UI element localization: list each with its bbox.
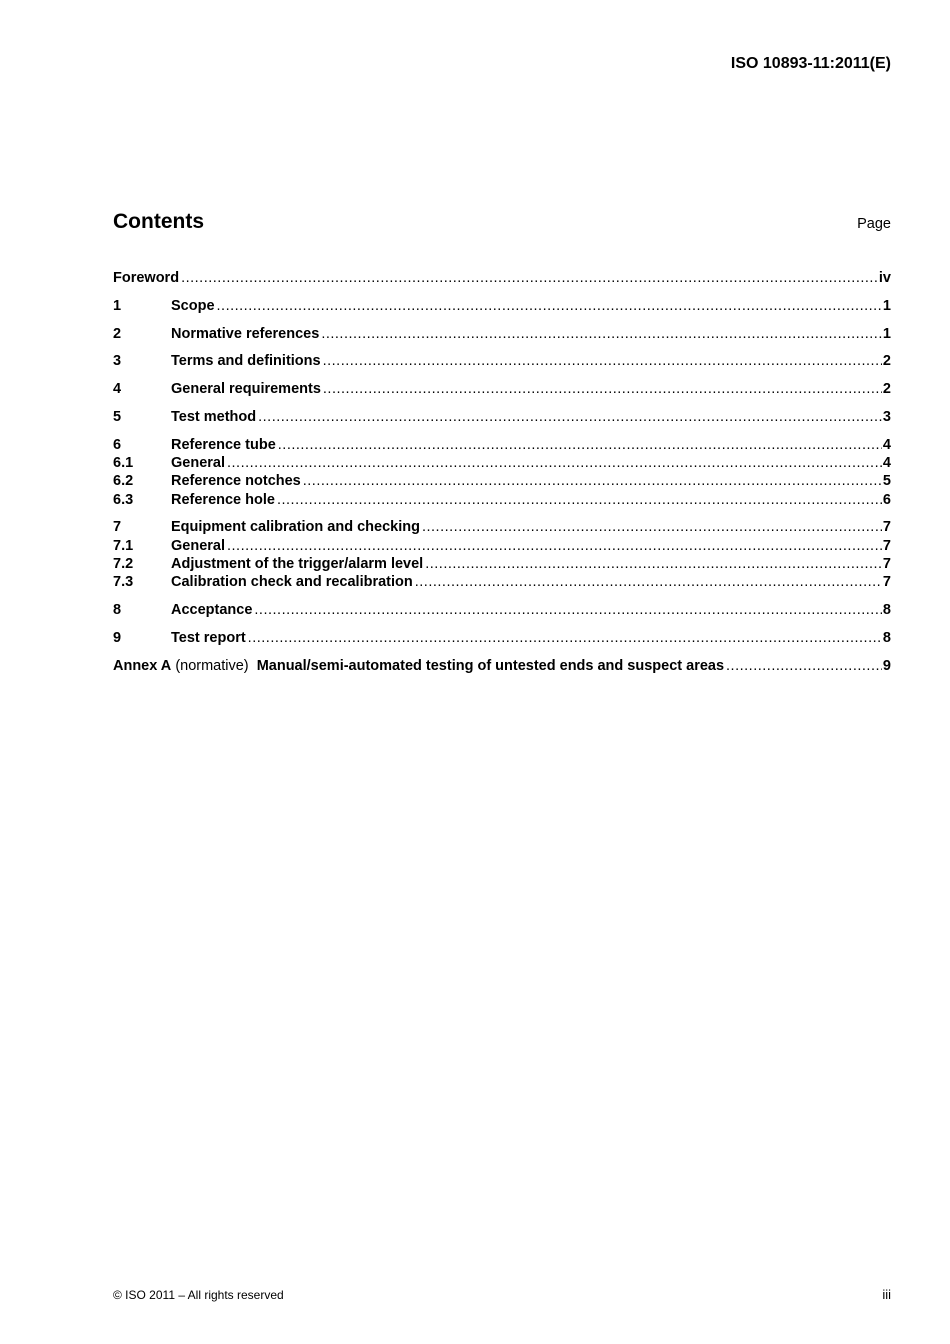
toc-entry-title[interactable]: Test report [171,629,246,646]
toc-entry-number: 7.1 [113,537,134,554]
toc-entry-title[interactable]: Calibration check and recalibration [171,574,413,591]
dot-leader [258,408,882,426]
toc-entry-page[interactable]: 7 [882,519,891,536]
dot-leader [277,491,882,509]
toc-entry-number: 9 [113,629,122,646]
dot-leader [248,629,882,647]
toc-entry-title[interactable]: Foreword [113,270,180,286]
toc-entry-number: 7 [113,519,122,536]
toc-entry-page[interactable]: 7 [882,556,891,573]
toc-entry[interactable] [113,537,891,555]
page-number: iii [882,1287,891,1302]
dot-leader [227,537,882,555]
dot-leader [303,472,882,490]
toc-entry-title[interactable]: Reference hole [171,491,275,508]
toc-entry[interactable] [113,436,891,454]
toc-entry-page[interactable]: iv [878,270,891,286]
toc-entry-number: 4 [113,381,122,398]
toc-entry[interactable] [113,491,891,509]
toc-entry-page[interactable]: 2 [882,381,891,398]
annex-type: (normative) [175,657,249,674]
toc-entry-number: 6.1 [113,455,134,472]
toc-entry-title[interactable]: Terms and definitions [171,353,321,370]
toc-entry-page[interactable]: 5 [882,473,891,490]
dot-leader [217,297,882,315]
annex-label[interactable]: Annex A [113,657,172,674]
toc-entry[interactable] [113,297,891,315]
toc-entry[interactable] [113,269,891,287]
toc-entry-number: 8 [113,602,122,619]
toc-entry[interactable] [113,454,891,472]
toc-entry-page[interactable]: 4 [882,436,891,453]
toc-entry-number: 3 [113,353,122,370]
toc-entry-number: 6.3 [113,491,134,508]
toc-entry-title[interactable]: Acceptance [171,602,253,619]
toc-entry-title[interactable]: Test method [171,408,257,425]
dot-leader [278,436,882,454]
dot-leader [227,454,882,472]
toc-entry-number: 7.3 [113,574,134,591]
toc-entry-number: 6.2 [113,473,134,490]
toc-annex-entry[interactable] [113,657,891,675]
toc-entry[interactable] [113,518,891,536]
toc-entry[interactable] [113,629,891,647]
dot-leader [415,573,882,591]
dot-leader [323,352,882,370]
annex-page[interactable]: 9 [882,657,891,674]
document-id: ISO 10893-11:2011(E) [730,55,891,72]
dot-leader [425,555,882,573]
toc-entry[interactable] [113,555,891,573]
toc-entry-page[interactable]: 1 [882,325,891,342]
toc-entry-page[interactable]: 6 [882,491,891,508]
toc-entry[interactable] [113,408,891,426]
table-of-contents [113,269,891,675]
toc-entry[interactable] [113,573,891,591]
toc-entry-page[interactable]: 1 [882,297,891,314]
toc-entry-title[interactable]: General [171,537,225,554]
toc-entry-page[interactable]: 3 [882,408,891,425]
dot-leader [422,518,882,536]
annex-title[interactable]: Manual/semi-automated testing of untested ends and suspect areas [256,657,725,674]
toc-entry-number: 6 [113,436,122,453]
dot-leader [181,269,878,287]
toc-entry-number: 5 [113,408,122,425]
toc-entry-title[interactable]: Equipment calibration and checking [171,519,420,536]
toc-entry-title[interactable]: Reference notches [171,473,301,490]
toc-entry-page[interactable]: 2 [882,353,891,370]
dot-leader [254,601,882,619]
toc-entry-title[interactable]: Scope [171,297,215,314]
toc-entry-number: 7.2 [113,556,134,573]
toc-entry-title[interactable]: General requirements [171,381,321,398]
toc-entry-page[interactable]: 7 [882,537,891,554]
toc-entry-title[interactable]: Reference tube [171,436,276,453]
toc-entry[interactable] [113,380,891,398]
toc-entry-title[interactable]: General [171,455,225,472]
toc-entry[interactable] [113,352,891,370]
toc-entry[interactable] [113,472,891,490]
contents-heading: Contents [113,210,204,233]
toc-entry-page[interactable]: 4 [882,455,891,472]
dot-leader [323,380,882,398]
toc-entry-page[interactable]: 8 [882,629,891,646]
page-column-label: Page [857,216,891,232]
copyright-notice: © ISO 2011 – All rights reserved [113,1288,284,1302]
toc-entry-page[interactable]: 8 [882,602,891,619]
dot-leader [321,325,882,343]
toc-entry-title[interactable]: Normative references [171,325,320,342]
toc-entry-number: 2 [113,325,122,342]
dot-leader [726,657,882,675]
toc-entry-page[interactable]: 7 [882,574,891,591]
toc-entry-title[interactable]: Adjustment of the trigger/alarm level [171,556,424,573]
toc-entry-number: 1 [113,297,122,314]
toc-entry[interactable] [113,601,891,619]
toc-entry[interactable] [113,325,891,343]
